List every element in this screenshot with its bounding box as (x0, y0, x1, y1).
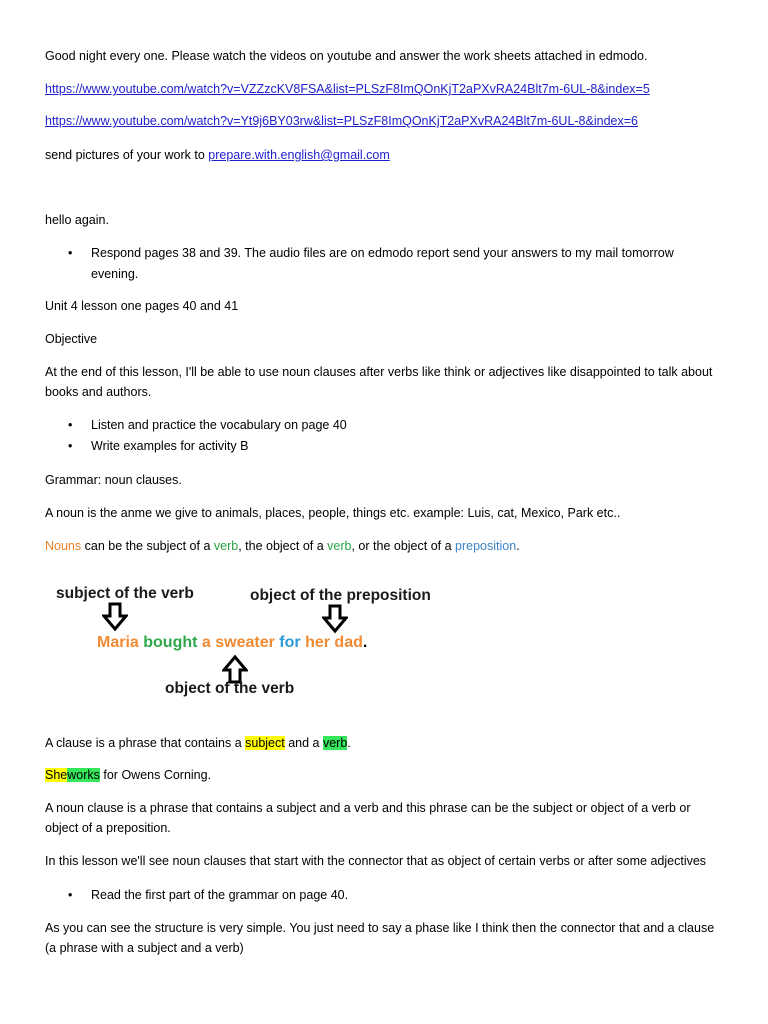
highlight-she: She (45, 768, 68, 782)
down-arrow-icon (322, 604, 348, 634)
word-for: for (279, 634, 301, 651)
example-sentence (97, 634, 367, 652)
highlight-subject: subject (245, 736, 285, 750)
word-her-dad: her dad (305, 634, 363, 651)
youtube-link-1-anchor[interactable]: https://www.youtube.com/watch?v=VZZzcKV8FSA&list=PLSzF8ImQOnKjT2aPXvRA24Blt7m-6UL-8&index=5 (45, 82, 650, 96)
word-period: . (362, 634, 368, 651)
word-bought: bought (143, 634, 198, 651)
noun-clause-definition: A noun clause is a phrase that contains a subject and a verb and this phrase can be the subject or object of a verb or object of a preposition. (45, 801, 691, 835)
send-pictures-line (45, 145, 725, 165)
word-a-sweater: a sweater (201, 634, 275, 651)
bullet-text: Listen and practice the vocabulary on page 40 (91, 418, 347, 432)
bullet-dot: • (68, 439, 73, 453)
greeting-text: Good night every one. Please watch the videos on youtube and answer the work sheets attached in edmodo. (45, 49, 648, 63)
nouns-line (45, 536, 725, 556)
bullet-dot: • (68, 418, 73, 432)
grammar-heading: Grammar: noun clauses. (45, 473, 182, 487)
word-preposition: preposition (455, 539, 517, 553)
label-object-of-preposition: object of the preposition (250, 587, 431, 604)
bullet-dot: • (68, 888, 73, 902)
sentence-diagram (50, 580, 470, 705)
word-verb-1: verb (213, 539, 239, 553)
clause-t1: A clause is a phrase that contains a (45, 736, 246, 750)
word-nouns: Nouns (45, 539, 82, 553)
nouns-t2: , the object of a (238, 539, 328, 553)
structure-text: As you can see the structure is very simple. You just need to say a phase like I think then the connector that and a clause (a phrase with a subject and a verb) (45, 921, 715, 955)
bullet-text: Read the first part of the grammar on page 40. (91, 888, 349, 902)
word-maria: Maria (97, 634, 139, 651)
bullet-dot: • (68, 246, 73, 260)
label-object-of-verb: object of the verb (165, 680, 295, 697)
unit-heading: Unit 4 lesson one pages 40 and 41 (45, 299, 239, 313)
example-rest: for Owens Corning. (99, 768, 212, 782)
send-prefix: send pictures of your work to (45, 148, 209, 162)
example-she-works (45, 765, 725, 785)
word-verb-2: verb (327, 539, 352, 553)
nouns-t1: can be the subject of a (81, 539, 214, 553)
down-arrow-icon (102, 602, 128, 632)
youtube-link-2[interactable] (45, 111, 725, 131)
clause-t3: . (347, 736, 351, 750)
bullet-text: Write examples for activity B (91, 439, 249, 453)
nouns-t3: , or the object of a (351, 539, 456, 553)
label-subject-of-verb: subject of the verb (56, 585, 194, 602)
highlight-verb: verb (322, 736, 348, 750)
clause-t2: and a (284, 736, 323, 750)
nouns-t4: . (516, 539, 520, 553)
noun-definition: A noun is the anme we give to animals, places, people, things etc. example: Luis, cat, Mexico, Park etc.. (45, 506, 621, 520)
bullet-text: Respond pages 38 and 39. The audio files are on edmodo report send your answers to my mail tomorrow evening. (91, 246, 674, 281)
youtube-link-2-anchor[interactable]: https://www.youtube.com/watch?v=Yt9j6BY03rw&list=PLSzF8ImQOnKjT2aPXvRA24Blt7m-6UL-8&index=6 (45, 114, 638, 128)
highlight-works: works (67, 768, 100, 782)
hello-text: hello again. (45, 213, 109, 227)
objective-text: At the end of this lesson, I'll be able to use noun clauses after verbs like think or adjectives like disappointed to talk about books and authors. (45, 365, 713, 399)
email-link[interactable]: prepare.with.english@gmail.com (208, 148, 390, 162)
youtube-link-1[interactable] (45, 79, 725, 99)
lesson-scope-text: In this lesson we'll see noun clauses that start with the connector that as object of certain verbs or after some adjectives (45, 854, 707, 868)
objective-heading: Objective (45, 332, 98, 346)
clause-definition (45, 733, 725, 753)
